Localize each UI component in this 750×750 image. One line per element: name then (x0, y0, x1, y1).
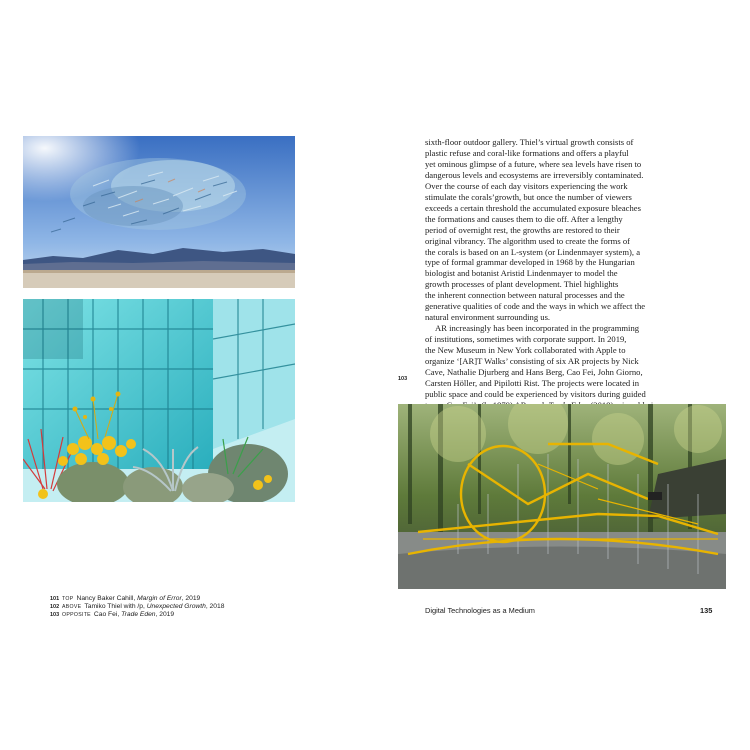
body-line: exceeds a certain threshold the accumulated exposure bleaches (425, 202, 641, 213)
page-number: 135 (700, 606, 713, 615)
body-line: dangerous levels and ecosystems are irreversibly contaminated. (425, 169, 644, 180)
caption-text (94, 611, 174, 618)
body-line: growth processes of plant development. Thiel highlights (425, 279, 619, 290)
body-line: AR increasingly has been incorporated in the programming (435, 323, 640, 334)
body-line: biologist and botanist Aristid Lindenmayer to model the (425, 268, 618, 279)
body-line: organize ‘[AR]T Walks’ consisting of six AR projects by Nick (425, 356, 639, 367)
body-line: public space and could be experienced by visitors during guided (425, 388, 646, 399)
caption-artist: Tamiko Thiel with /p, (84, 603, 147, 611)
caption-position: TOP (62, 596, 74, 602)
caption-102 (50, 603, 310, 611)
caption-103 (50, 611, 310, 619)
figure-captions (50, 595, 310, 620)
body-line: yet ominous glimpse of a future, where sea levels have risen to (425, 158, 642, 169)
caption-artist: Nancy Baker Cahill, (76, 595, 138, 602)
body-line: the formations and causes them to die off. After a lengthy (425, 213, 623, 224)
caption-position: OPPOSITE (62, 612, 91, 619)
caption-number: 102 (50, 604, 60, 611)
body-line: Cave, Nathalie Djurberg and Hans Berg, Cao Fei, John Giorno, (425, 367, 643, 378)
body-line: Over the course of each day visitors experiencing the work (425, 180, 628, 191)
caption-number: 103 (50, 612, 60, 619)
body-line: stimulate the corals’growth, but once the number of viewers (425, 191, 632, 202)
body-line: plastic refuse and coral-like formations and offers a playful (425, 147, 629, 158)
body-text (425, 137, 725, 411)
caption-text (84, 603, 224, 610)
figure-102-unexpected-growth (23, 299, 295, 502)
caption-number: 101 (50, 596, 60, 602)
body-line: Carsten Höller, and Pipilotti Rist. The projects were located in (425, 377, 640, 388)
body-line: the corals is based on an L-system (or Lindenmayer system), a (425, 246, 641, 257)
caption-text (76, 595, 200, 602)
caption-year: , 2019 (181, 595, 201, 602)
body-line: natural environment surrounding us. (425, 312, 551, 323)
caption-title: Trade Eden (121, 611, 156, 619)
body-line: period of overnight rest, the growths are restored to their (425, 224, 620, 235)
margin-figure-reference: 103 (398, 376, 408, 382)
body-line: of institutions, sometimes with corporate support. In 2019, (425, 334, 627, 345)
running-title: Digital Technologies as a Medium (425, 606, 535, 615)
caption-101 (50, 595, 310, 603)
body-line: type of formal grammar developed in 1968 by the Hungarian (425, 257, 635, 268)
body-line: original vibrancy. The algorithm used to create the forms of (425, 235, 630, 246)
caption-artist: Cao Fei, (93, 611, 122, 619)
caption-title: Unexpected Growth (146, 603, 206, 611)
figure-101-margin-of-error (23, 136, 295, 288)
figure-103-trade-eden (398, 404, 726, 589)
body-line: the inherent connection between natural processes and the (425, 290, 625, 301)
body-line: generative qualities of code and the ways in which we affect the (425, 301, 646, 312)
caption-title: Margin of Error (137, 595, 182, 602)
body-line: the New Museum in New York collaborated with Apple to (425, 345, 626, 356)
body-line: sixth-floor outdoor gallery. Thiel’s virtual growth consists of (425, 137, 634, 147)
caption-year: , 2019 (155, 611, 175, 619)
caption-year: , 2018 (205, 603, 225, 611)
caption-position: ABOVE (62, 604, 82, 611)
